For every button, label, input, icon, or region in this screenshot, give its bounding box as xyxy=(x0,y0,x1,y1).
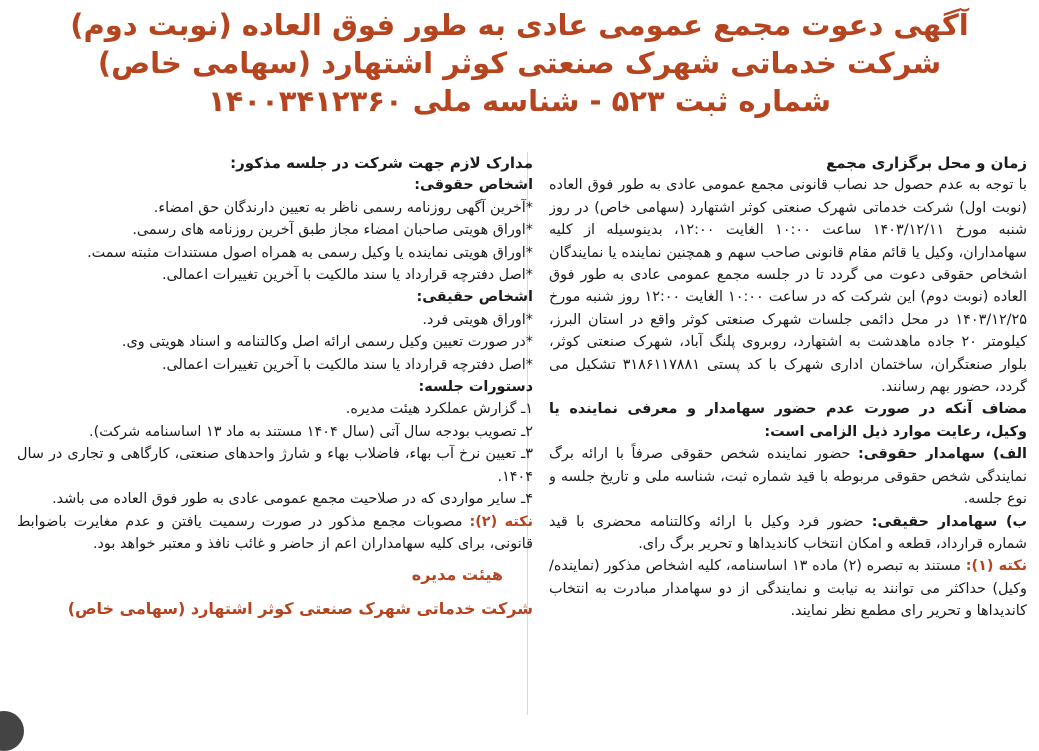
signature-board: هیئت مدیره xyxy=(411,565,503,585)
note-1 xyxy=(549,555,1027,622)
list-item: *اوراق هویتی فرد. xyxy=(422,311,533,328)
header-title: آگهی دعوت مجمع عمومی عادی به طور فوق العاده (نوبت دوم) xyxy=(70,8,969,42)
note-2 xyxy=(17,511,533,556)
list-item: *در صورت تعیین وکیل رسمی ارائه اصل وکالتنامه و اسناد هویتی وی. xyxy=(121,334,533,351)
attendance-notice: مضاف آنکه در صورت عدم حضور سهامدار و معرفی نماینده یا وکیل، رعایت موارد ذیل الزامی است: xyxy=(549,401,1027,440)
meeting-body-text: با توجه به عدم حصول حد نصاب قانونی مجمع عمومی عادی به طور فوق العاده (نوبت اول) شرکت خدماتی شهرک صنعتی کوثر اشتهارد (سهامی خاص) در روز شنبه مورخ ۱۴۰۳/۱۲/۱۱ ساعت ۱۰:۰۰ الغایت ۱۲:۰۰، بدینوسیله از کلیه سهامداران، وکیل یا قائم مقام قانونی صاحب سهم و همچنین نماینده یا نمایندگان اشخاص حقوقی دعوت می گردد تا در جلسه مجمع عمومی عادی به طور فوق العاده (نوبت دوم) این شرکت که در ساعت ۱۰:۰۰ الغایت ۱۲:۰۰ روز شنبه مورخ ۱۴۰۳/۱۲/۲۵ در محل دائمی جلسات شهرک صنعتی کوثر واقع در استان البرز، کیلومتر ۲۰ جاده ماهدشت به اشتهارد، روبروی پلنگ آباد، شهرک صنعتی کوثر، بلوار صنعتگران، ساختمان اداری شهرک با کد پستی ۳۱۸۶۱۱۷۸۸۱ تشکیل می گردد، حضور بهم رسانند. xyxy=(549,177,1027,396)
left-column xyxy=(17,152,533,729)
legal-persons-title: اشخاص حقوقی: xyxy=(414,177,533,194)
real-shareholder-text: حضور فرد وکیل با ارائه وکالتنامه محضری با قید شماره قرارداد، قطعه و امکان انتخاب کاندیداها و تحریر برگ رای. xyxy=(549,513,1027,552)
meeting-time-place-title: زمان و محل برگزاری مجمع xyxy=(826,154,1027,172)
agenda-item: ۳ـ تعیین نرخ آب بهاء، فاضلاب بهاء و شارژ واحدهای صنعتی، کارگاهی و تجاری در سال ۱۴۰۴. xyxy=(17,446,533,485)
list-item: *اوراق هویتی نماینده یا وکیل رسمی به همراه اصول مستندات مثبته سمت. xyxy=(87,244,533,261)
legal-shareholder-text: حضور نماینده شخص حقوقی صرفاً با ارائه برگ نمایندگی شخص حقوقی مربوطه با قید شماره ثبت، شناسه ملی و تاریخ جلسه و نوع جلسه. xyxy=(549,446,1027,508)
list-item: *آخرین آگهی روزنامه رسمی ناظر به تعیین دارندگان حق امضاء. xyxy=(153,199,533,216)
legal-shareholder-label: الف) سهامدار حقوقی: xyxy=(858,446,1027,463)
real-shareholder-clause xyxy=(549,511,1027,556)
required-documents-title: مدارک لازم جهت شرکت در جلسه مذکور: xyxy=(230,154,533,172)
real-shareholder-label: ب) سهامدار حقیقی: xyxy=(871,513,1027,530)
note-1-label: نکته (۱): xyxy=(965,558,1027,575)
note-2-text: مصوبات مجمع مذکور در صورت رسمیت یافتن و عدم مغایرت باضوابط قانونی، برای کلیه سهامداران اعم از حاضر و غائب نافذ و معتبر خواهد بود. xyxy=(17,513,533,552)
header-registration: شماره ثبت ۵۲۳ - شناسه ملی ۱۴۰۰۳۴۱۲۳۶۰ xyxy=(207,84,831,118)
list-item: *اوراق هویتی صاحبان امضاء مجاز طبق آخرین روزنامه های رسمی. xyxy=(132,222,533,239)
legal-shareholder-clause xyxy=(549,443,1027,510)
note-1-text: مستند به تبصره (۲) ماده ۱۳ اساسنامه، کلیه اشخاص مذکور (نماینده/وکیل) حداکثر می توانند به نیابت و نمایندگی از دو سهامدار مبادرت به انتخاب کاندیداها و تحریر رای مطمع نظر نمایند. xyxy=(549,558,1027,620)
agenda-item: ۲ـ تصویب بودجه سال آتی (سال ۱۴۰۴ مستند به ماد ۱۳ اساسنامه شرکت). xyxy=(89,423,533,440)
right-column xyxy=(549,152,1027,729)
list-item: *اصل دفترچه قرارداد یا سند مالکیت با آخرین تغییرات اعمالی. xyxy=(161,267,533,284)
list-item: *اصل دفترچه قرارداد یا سند مالکیت با آخرین تغییرات اعمالی. xyxy=(161,356,533,373)
announcement-header xyxy=(0,6,1039,120)
note-2-label: نکته (۲): xyxy=(469,513,533,530)
agenda-item: ۴ـ سایر مواردی که در صلاحیت مجمع عمومی عادی به طور فوق العاده می باشد. xyxy=(52,491,533,508)
real-persons-title: اشخاص حقیقی: xyxy=(416,289,533,306)
agenda-item: ۱ـ گزارش عملکرد هیئت مدیره. xyxy=(345,401,533,418)
signature-company: شرکت خدماتی شهرک صنعتی کوثر اشتهارد (سهامی خاص) xyxy=(67,599,533,619)
agenda-title: دستورات جلسه: xyxy=(418,379,533,396)
header-company: شرکت خدماتی شهرک صنعتی کوثر اشتهارد (سهامی خاص) xyxy=(97,46,942,80)
